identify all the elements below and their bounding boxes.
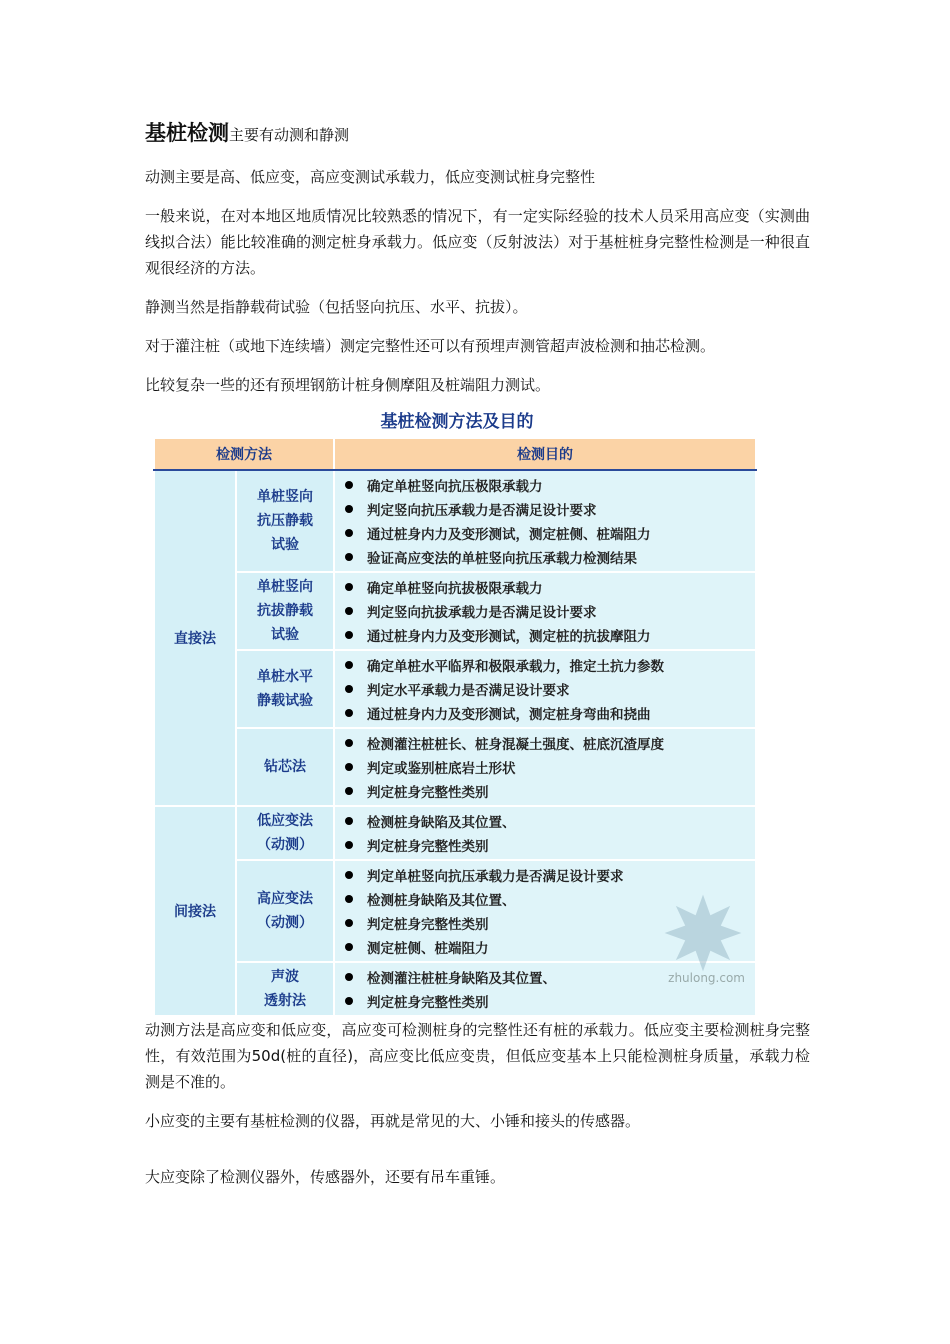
header-method: 检测方法	[154, 438, 334, 470]
bullet-icon	[345, 817, 353, 825]
paragraph: 小应变的主要有基桩检测的仪器，再就是常见的大、小锤和接头的传感器。	[145, 1112, 641, 1130]
purpose-cell	[334, 470, 756, 572]
purpose-item	[345, 599, 755, 623]
purpose-text: 判定桩身完整性类别	[367, 785, 489, 801]
method-name-line: 高应变法	[257, 891, 313, 907]
purpose-text: 检测桩身缺陷及其位置、	[367, 893, 516, 909]
header-purpose: 检测目的	[334, 438, 756, 470]
purpose-text: 判定桩身完整性类别	[367, 995, 489, 1011]
table-row	[154, 806, 756, 860]
purpose-item	[345, 653, 755, 677]
table-row	[154, 650, 756, 728]
bullet-icon	[345, 871, 353, 879]
purpose-item	[345, 497, 755, 521]
bullet-icon	[345, 787, 353, 795]
paragraph: 大应变除了检测仪器外，传感器外，还要有吊车重锤。	[145, 1168, 506, 1186]
purpose-text: 判定单桩竖向抗压承载力是否满足设计要求	[367, 869, 624, 885]
bullet-icon	[345, 997, 353, 1005]
paragraph: 静测当然是指静载荷试验（包括竖向抗压、水平、抗拔）。	[145, 298, 528, 316]
purpose-text: 通过桩身内力及变形测试，测定桩身弯曲和挠曲	[367, 707, 651, 723]
bullet-icon	[345, 919, 353, 927]
bullet-icon	[345, 709, 353, 717]
bullet-icon	[345, 661, 353, 669]
purpose-item	[345, 731, 755, 755]
purpose-text: 检测灌注桩桩长、桩身混凝土强度、桩底沉渣厚度	[367, 737, 664, 753]
paragraph: 对于灌注桩（或地下连续墙）测定完整性还可以有预埋声测管超声波检测和抽芯检测。	[145, 337, 716, 355]
method-name-line: 钻芯法	[264, 759, 306, 775]
method-name-line: 低应变法	[257, 813, 313, 829]
paragraph: 比较复杂一些的还有预埋钢筋计桩身侧摩阻及桩端阻力测试。	[145, 376, 551, 394]
purpose-text: 判定桩身完整性类别	[367, 917, 489, 933]
method-name-line: 试验	[271, 537, 299, 553]
purpose-text: 判定或鉴别桩底岩土形状	[367, 761, 516, 777]
figure-title: 基桩检测方法及目的	[380, 412, 534, 432]
purpose-text: 判定竖向抗拔承载力是否满足设计要求	[367, 605, 597, 621]
method-cell	[236, 962, 334, 1016]
bullet-icon	[345, 943, 353, 951]
document-heading	[145, 118, 810, 150]
purpose-text: 检测桩身缺陷及其位置、	[367, 815, 516, 831]
method-cell	[236, 860, 334, 962]
purpose-cell	[334, 728, 756, 806]
category-cell: 间接法	[154, 806, 236, 1016]
watermark-logo-icon	[655, 883, 751, 983]
bullet-icon	[345, 841, 353, 849]
purpose-text: 确定单桩竖向抗拔极限承载力	[367, 581, 543, 597]
purpose-item	[345, 755, 755, 779]
heading-bold: 基桩检测	[145, 121, 229, 145]
method-cell	[236, 728, 334, 806]
purpose-item	[345, 989, 755, 1013]
purpose-cell	[334, 572, 756, 650]
purpose-text: 测定桩侧、桩端阻力	[367, 941, 489, 957]
purpose-item	[345, 545, 755, 569]
purpose-text: 验证高应变法的单桩竖向抗压承载力检测结果	[367, 551, 637, 567]
purpose-item	[345, 833, 755, 857]
paragraph: 动测主要是高、低应变，高应变测试承载力，低应变测试桩身完整性	[145, 168, 596, 186]
purpose-text: 确定单桩水平临界和极限承载力，推定土抗力参数	[367, 659, 664, 675]
method-cell	[236, 806, 334, 860]
table-row	[154, 572, 756, 650]
method-name-line: 单桩竖向	[257, 579, 313, 595]
bullet-icon	[345, 895, 353, 903]
purpose-item	[345, 701, 755, 725]
method-cell	[236, 650, 334, 728]
method-name-line: （动测）	[257, 915, 313, 931]
document-body	[145, 118, 810, 1203]
purpose-text: 确定单桩竖向抗压极限承载力	[367, 479, 543, 495]
purpose-item	[345, 779, 755, 803]
category-cell: 直接法	[154, 470, 236, 806]
bullet-icon	[345, 763, 353, 771]
purpose-item	[345, 575, 755, 599]
paragraph: 一般来说，在对本地区地质情况比较熟悉的情况下，有一定实际经验的技术人员采用高应变（实测曲线拟合法）能比较准确的测定桩身承载力。低应变（反射波法）对于基桩桩身完整性检测是一种很直观很经济的方法。	[145, 207, 810, 277]
method-name-line: 试验	[271, 627, 299, 643]
purpose-text: 通过桩身内力及变形测试，测定桩侧、桩端阻力	[367, 527, 651, 543]
bullet-icon	[345, 583, 353, 591]
table-row	[154, 470, 756, 572]
purpose-item	[345, 623, 755, 647]
purpose-text: 判定桩身完整性类别	[367, 839, 489, 855]
methods-figure	[153, 411, 761, 1011]
purpose-item	[345, 521, 755, 545]
purpose-item	[345, 677, 755, 701]
paragraph: 动测方法是高应变和低应变，高应变可检测桩身的完整性还有桩的承载力。低应变主要检测桩身完整性，有效范围为50d(桩的直径)，高应变比低应变贵，但低应变基本上只能检测桩身质量，承载力检测是不准的。	[145, 1021, 810, 1091]
purpose-item	[345, 473, 755, 497]
bullet-icon	[345, 505, 353, 513]
method-name-line: 静载试验	[257, 693, 313, 709]
method-name-line: 单桩竖向	[257, 489, 313, 505]
method-cell	[236, 572, 334, 650]
watermark-text: zhulong.com	[668, 971, 745, 985]
method-cell	[236, 470, 334, 572]
method-name-line: 透射法	[264, 993, 306, 1009]
bullet-icon	[345, 553, 353, 561]
purpose-text: 通过桩身内力及变形测试，测定桩的抗拔摩阻力	[367, 629, 651, 645]
bullet-icon	[345, 529, 353, 537]
purpose-text: 检测灌注桩桩身缺陷及其位置、	[367, 971, 556, 987]
bullet-icon	[345, 973, 353, 981]
bullet-icon	[345, 481, 353, 489]
method-name-line: 声波	[271, 969, 299, 985]
purpose-text: 判定水平承载力是否满足设计要求	[367, 683, 570, 699]
purpose-item	[345, 809, 755, 833]
heading-rest: 主要有动测和静测	[229, 126, 350, 144]
bullet-icon	[345, 685, 353, 693]
purpose-cell	[334, 806, 756, 860]
method-name-line: 抗压静载	[257, 513, 313, 529]
purpose-text: 判定竖向抗压承载力是否满足设计要求	[367, 503, 597, 519]
purpose-cell	[334, 650, 756, 728]
bullet-icon	[345, 607, 353, 615]
bullet-icon	[345, 739, 353, 747]
bullet-icon	[345, 631, 353, 639]
table-row	[154, 728, 756, 806]
method-name-line: 抗拔静载	[257, 603, 313, 619]
method-name-line: （动测）	[257, 837, 313, 853]
method-name-line: 单桩水平	[257, 669, 313, 685]
